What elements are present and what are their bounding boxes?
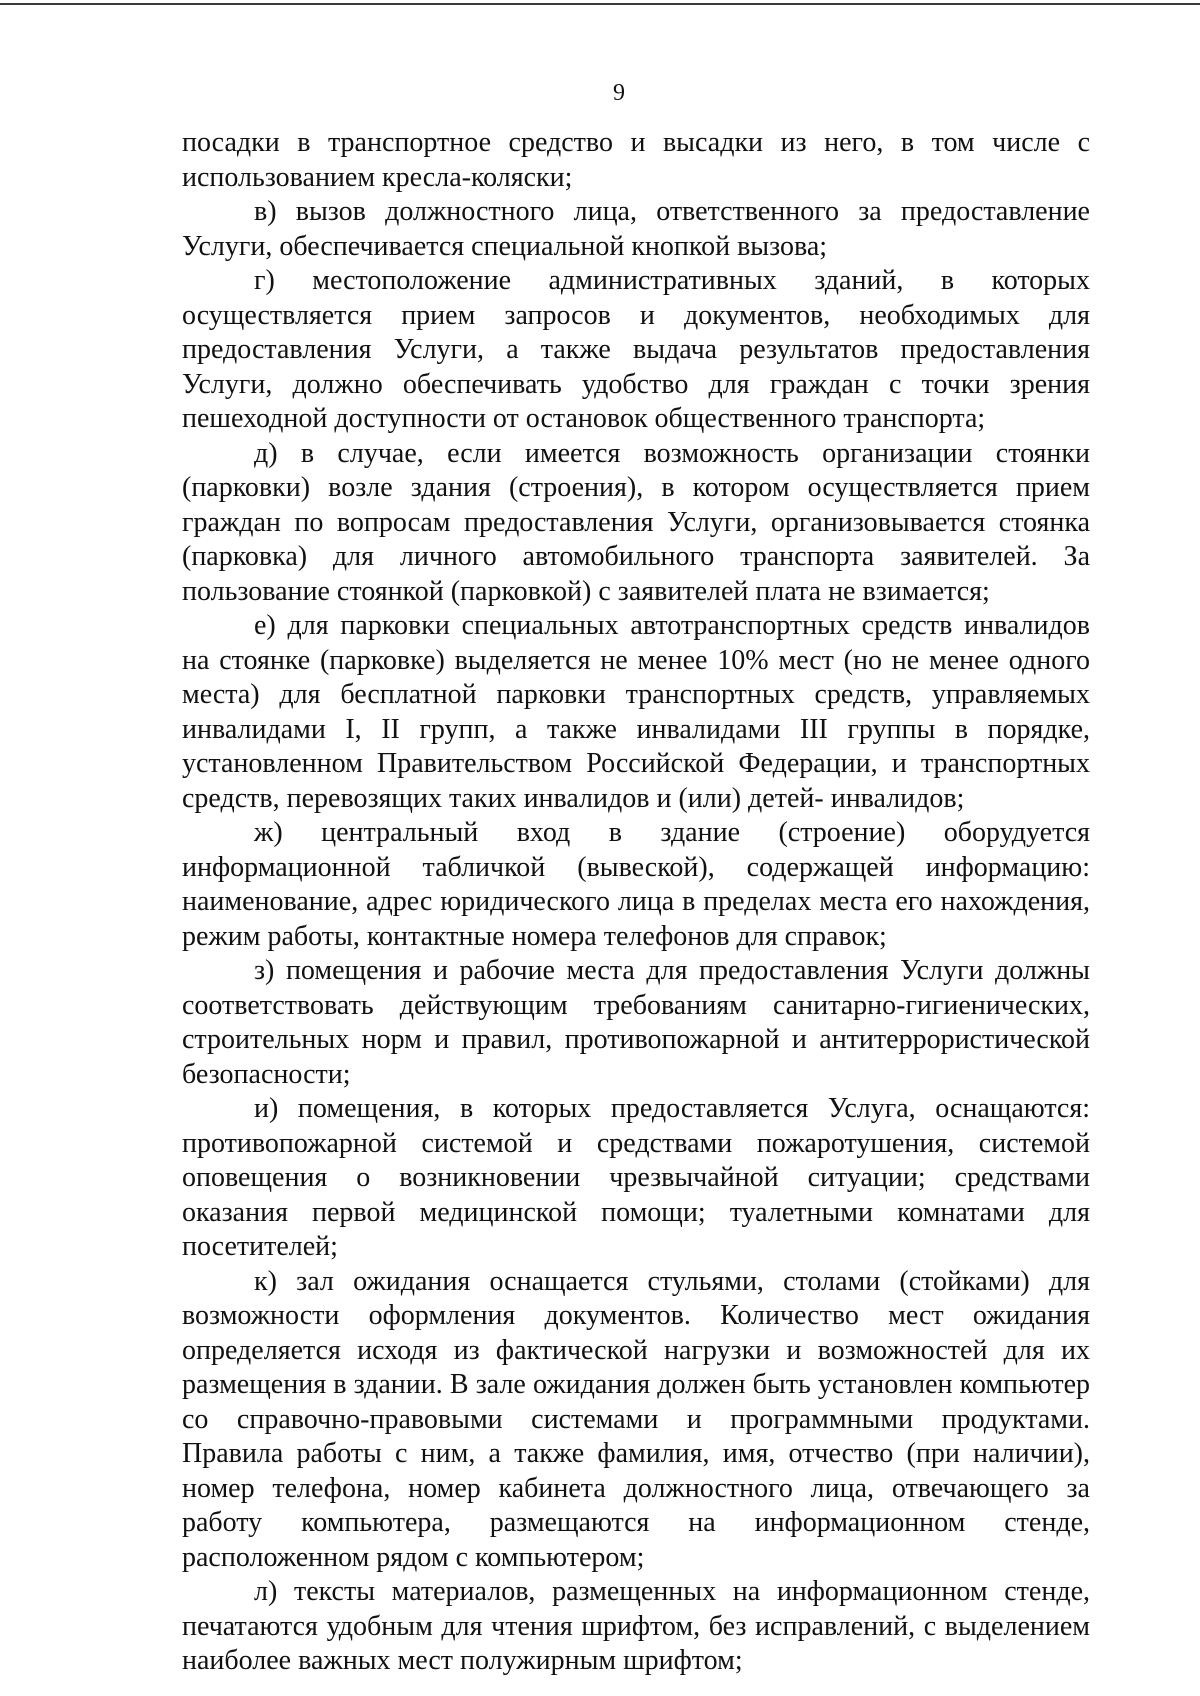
paragraph-item-d: д) в случае, если имеется возможность организации стоянки (парковки) возле здания (строения), в котором осуществляется прием граждан по вопросам предоставления Услуги, организовывается стоянка (парковка) для личного автомобильного транспорта заявителей. За пользование стоянкой (парковкой) с заявителей плата не взимается; [182,437,1090,607]
paragraph-item-v: в) вызов должностного лица, ответственного за предоставление Услуги, обеспечивается специальной кнопкой вызова; [182,196,1090,262]
paragraph-item-k: к) зал ожидания оснащается стульями, столами (стойками) для возможности оформления документов. Количество мест ожидания определяется исходя из фактической нагрузки и возможностей для их размещения в здании. В зале ожидания должен быть установлен компьютер со справочно-правовыми системами и программными продуктами. Правила работы с ним, а также фамилия, имя, отчество (при наличии), номер телефона, номер кабинета должностного лица, отвечающего за работу компьютера, размещаются на информационном стенде, расположенном рядом с компьютером; [182,1265,1090,1573]
paragraph-item-i: и) помещения, в которых предоставляется Услуга, оснащаются: противопожарной системой и средствами пожаротушения, системой оповещения о возникновении чрезвычайной ситуации; средствами оказания первой медицинской помощи; туалетными комнатами для посетителей; [182,1093,1090,1262]
page-number: 9 [613,80,625,106]
paragraph-continuation: посадки в транспортное средство и высадки из него, в том числе с использованием кресла-коляски; [182,127,1090,193]
paragraph-item-g: г) местоположение административных зданий, в которых осуществляется прием запросов и документов, необходимых для предоставления Услуги, а также выдача результатов предоставления Услуги, должно обеспечивать удобство для граждан с точки зрения пешеходной доступности от остановок общественного транспорта; [182,265,1090,434]
paragraph-item-zh: ж) центральный вход в здание (строение) оборудуется информационной табличкой (вывеской), содержащей информацию: наименование, адрес юридического лица в пределах места его нахождения, режим работы, контактные номера телефонов для справок; [182,817,1090,952]
document-body [182,126,1090,1679]
paragraph-item-l: л) тексты материалов, размещенных на информационном стенде, печатаются удобным для чтения шрифтом, без исправлений, с выделением наиболее важных мест полужирным шрифтом; [182,1576,1090,1676]
scan-top-edge [0,3,1200,5]
paragraph-item-z: з) помещения и рабочие места для предоставления Услуги должны соответствовать действующим требованиям санитарно-гигиенических, строительных норм и правил, противопожарной и антитеррористической безопасности; [182,955,1090,1090]
paragraph-item-e: е) для парковки специальных автотранспортных средств инвалидов на стоянке (парковке) выделяется не менее 10% мест (но не менее одного места) для бесплатной парковки транспортных средств, управляемых инвалидами I, II групп, а также инвалидами III группы в порядке, установленном Правительством Российской Федерации, и транспортных средств, перевозящих таких инвалидов и (или) детей- инвалидов; [182,610,1090,814]
